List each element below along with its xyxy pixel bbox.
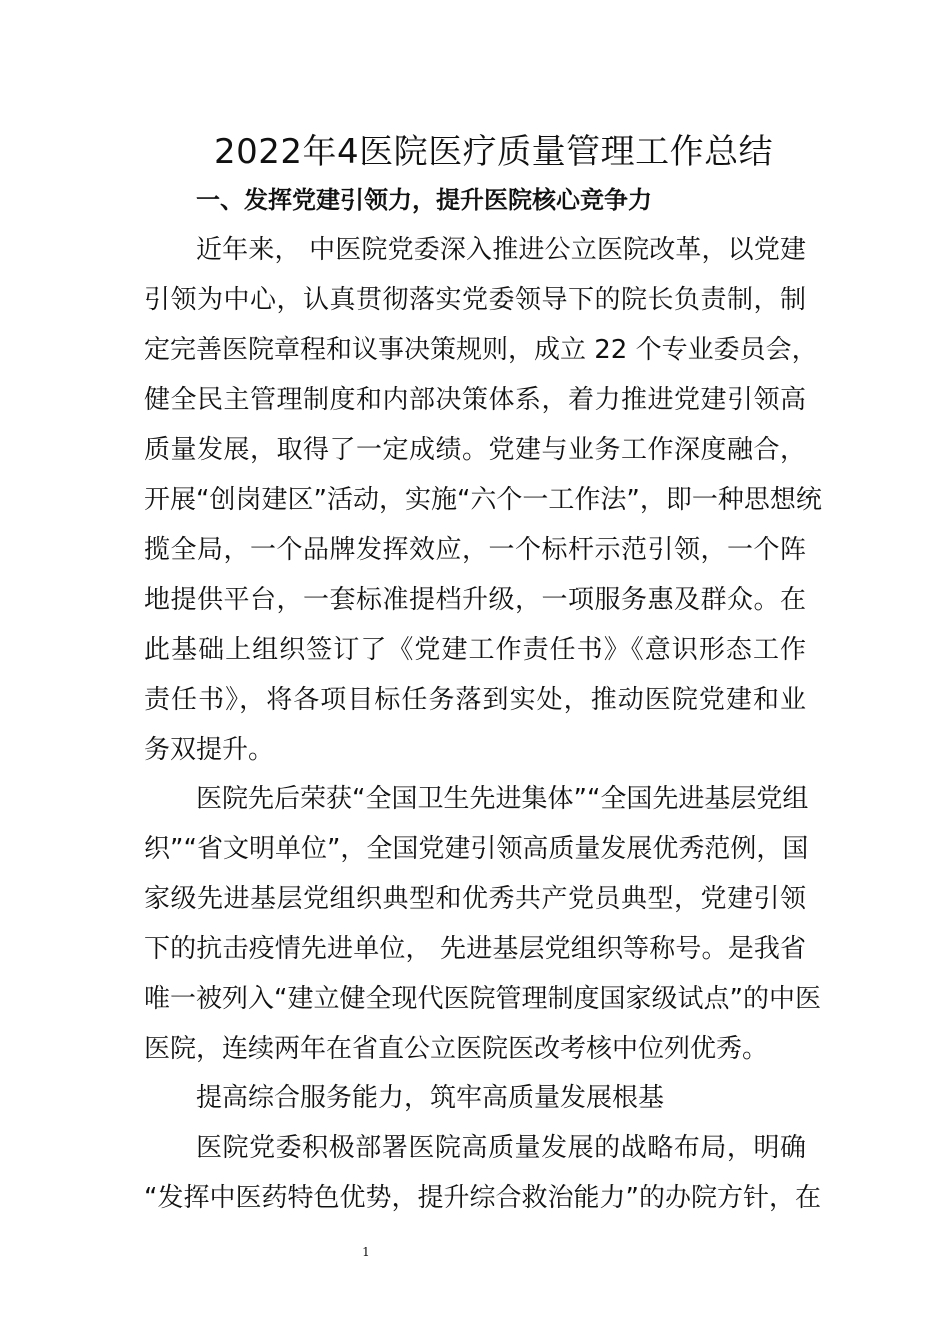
section-heading-service-capacity: 提高综合服务能力，筑牢高质量发展根基 — [196, 1083, 665, 1113]
paragraph-line: 唯一被列入“建立健全现代医院管理制度国家级试点”的中医 — [144, 984, 821, 1014]
paragraph-line: 务双提升。 — [144, 735, 275, 765]
paragraph-line: 揽全局，一个品牌发挥效应，一个标杆示范引领，一个阵 — [144, 535, 806, 565]
paragraph-line: 定完善医院章程和议事决策规则，成立 22 个专业委员会， — [144, 335, 818, 365]
paragraph-line: 质量发展，取得了一定成绩。党建与业务工作深度融合， — [144, 435, 806, 465]
paragraph-line: 织”“省文明单位”，全国党建引领高质量发展优秀范例，国 — [144, 834, 809, 864]
paragraph-line: 下的抗击疫情先进单位， 先进基层党组织等称号。是我省 — [144, 934, 806, 964]
paragraph-line: 医院，连续两年在省直公立医院医改考核中位列优秀。 — [144, 1034, 769, 1064]
paragraph-line: 健全民主管理制度和内部决策体系，着力推进党建引领高 — [144, 385, 806, 415]
paragraph-line: “发挥中医药特色优势，提升综合救治能力”的办院方针，在 — [144, 1183, 821, 1213]
document-title: 2022年4医院医疗质量管理工作总结 — [214, 132, 774, 172]
section-heading-party-leadership: 一、发挥党建引领力，提升医院核心竞争力 — [196, 186, 652, 214]
paragraph-line: 引领为中心，认真贯彻落实党委领导下的院长负责制，制 — [144, 285, 806, 315]
page-number: 1 — [362, 1245, 370, 1259]
paragraph-honors — [144, 774, 821, 1074]
paragraph-party-reform — [144, 225, 822, 775]
paragraph-line: 医院先后荣获“全国卫生先进集体”“全国先进基层党组 — [196, 784, 809, 814]
paragraph-line: 地提供平台，一套标准提档升级，一项服务惠及群众。在 — [144, 585, 806, 615]
paragraph-line: 责任书》，将各项目标任务落到实处，推动医院党建和业 — [144, 685, 806, 715]
paragraph-line: 家级先进基层党组织典型和优秀共产党员典型，党建引领 — [144, 884, 806, 914]
section-service-capacity — [144, 1073, 821, 1223]
paragraph-line: 近年来， 中医院党委深入推进公立医院改革，以党建 — [196, 235, 806, 265]
paragraph-line: 此基础上组织签订了《党建工作责任书》《意识形态工作 — [144, 635, 806, 665]
paragraph-line: 医院党委积极部署医院高质量发展的战略布局，明确 — [196, 1133, 806, 1163]
paragraph-line: 开展“创岗建区”活动，实施“六个一工作法”，即一种思想统 — [144, 485, 822, 515]
